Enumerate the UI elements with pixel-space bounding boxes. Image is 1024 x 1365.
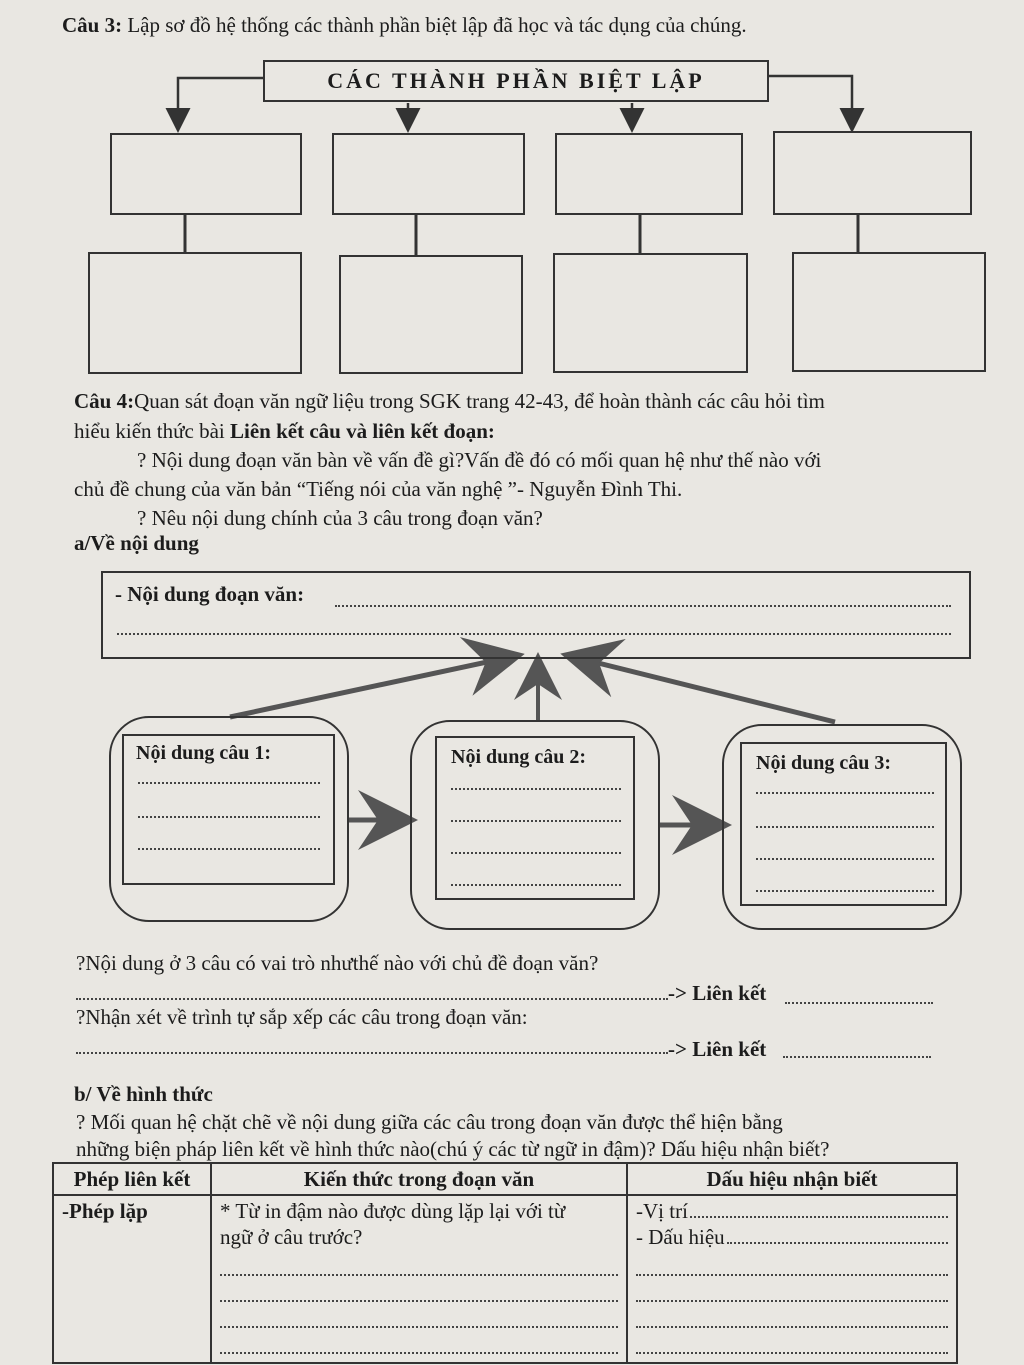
- question-4-sub1-line1: ? Nội dung đoạn văn bàn về vấn đề gì?Vấn đề đó có mối quan hệ như thế nào với: [137, 448, 822, 472]
- table-header: Phép liên kết: [53, 1163, 211, 1195]
- answer-line[interactable]: [785, 1002, 933, 1004]
- sentence-3-label: Nội dung câu 3:: [756, 752, 892, 774]
- answer-line[interactable]: [138, 848, 320, 850]
- answer-line[interactable]: [756, 792, 934, 794]
- answer-line[interactable]: [220, 1276, 618, 1302]
- paragraph-content-box: [101, 571, 971, 659]
- question-4-sub1-line2: chủ đề chung của văn bản “Tiếng nói của văn nghệ ”- Nguyễn Đình Thi.: [74, 477, 683, 501]
- question-4-line1: Câu 4:Quan sát đoạn văn ngữ liệu trong SGK trang 42-43, để hoàn thành các câu hỏi tìm: [74, 389, 825, 413]
- answer-line[interactable]: [451, 820, 621, 822]
- connector-right: [769, 76, 852, 128]
- table-header: Kiến thức trong đoạn văn: [211, 1163, 627, 1195]
- answer-line[interactable]: [220, 1302, 618, 1328]
- table-cell-text: ngữ ở câu trước?: [220, 1225, 363, 1249]
- sentence-3-box: [740, 742, 947, 906]
- table-row: [53, 1195, 957, 1363]
- table-header: Dấu hiệu nhận biết: [627, 1163, 957, 1195]
- answer-line[interactable]: [117, 633, 951, 635]
- table-cell-text: * Từ in đậm nào được dùng lặp lại với từ: [220, 1199, 566, 1223]
- table-cell-line: - Dấu hiệu: [636, 1224, 948, 1250]
- answer-line[interactable]: [756, 826, 934, 828]
- question-3: [62, 12, 747, 39]
- sentence-1-box: [122, 734, 335, 885]
- connector-left: [178, 78, 263, 128]
- answer-line[interactable]: [220, 1250, 618, 1276]
- blank-box-2-bottom: [339, 255, 523, 374]
- answer-line[interactable]: [636, 1302, 948, 1328]
- answer-line[interactable]: [636, 1328, 948, 1354]
- question-4-label: Câu 4:: [74, 389, 135, 413]
- answer-line[interactable]: [138, 816, 320, 818]
- question-3-text: Lập sơ đồ hệ thống các thành phần biệt lập đã học và tác dụng của chúng.: [122, 13, 747, 37]
- answer-line[interactable]: [756, 890, 934, 892]
- table-header-row: [53, 1163, 957, 1195]
- form-question-line1: ? Mối quan hệ chặt chẽ về nội dung giữa các câu trong đoạn văn được thể hiện bằng: [76, 1110, 783, 1134]
- answer-line[interactable]: [690, 1198, 948, 1218]
- sentence-2-label: Nội dung câu 2:: [451, 746, 587, 768]
- link-label-1: -> Liên kết: [668, 981, 767, 1005]
- answer-line[interactable]: [636, 1276, 948, 1302]
- question-4-sub2: ? Nêu nội dung chính của 3 câu trong đoạn văn?: [137, 506, 543, 530]
- blank-box-3-top: [555, 133, 743, 215]
- section-b-heading: b/ Về hình thức: [74, 1082, 213, 1106]
- answer-line[interactable]: [335, 605, 951, 607]
- diagram-title: CÁC THÀNH PHẦN BIỆT LẬP: [263, 60, 769, 102]
- table-cell-technique: -Phép lặp: [53, 1195, 211, 1363]
- section-a-heading: a/Về nội dung: [74, 531, 199, 555]
- blank-box-2-top: [332, 133, 525, 215]
- sentence-1-label: Nội dung câu 1:: [136, 742, 272, 764]
- table-cell-line: -Vị trí: [636, 1198, 948, 1224]
- answer-line[interactable]: [727, 1224, 948, 1244]
- blank-box-3-bottom: [553, 253, 748, 373]
- blank-box-4-bottom: [792, 252, 986, 372]
- answer-line[interactable]: [451, 852, 621, 854]
- blank-box-4-top: [773, 131, 972, 215]
- blank-box-1-bottom: [88, 252, 302, 374]
- answer-line[interactable]: [451, 884, 621, 886]
- linking-table: [52, 1162, 958, 1364]
- answer-line[interactable]: [756, 858, 934, 860]
- table-cell-knowledge: [211, 1195, 627, 1363]
- paragraph-content-label: - Nội dung đoạn văn:: [115, 582, 305, 606]
- form-question-line2: những biện pháp liên kết về hình thức nào(chú ý các từ ngữ in đậm)? Dấu hiệu nhận biết?: [76, 1137, 830, 1161]
- answer-line[interactable]: [76, 1052, 668, 1054]
- question-4-line2: hiểu kiến thức bài Liên kết câu và liên kết đoạn:: [74, 419, 495, 443]
- table-cell-signs: [627, 1195, 957, 1363]
- role-question: ?Nội dung ở 3 câu có vai trò nhưthế nào với chủ đề đoạn văn?: [76, 951, 599, 975]
- answer-line[interactable]: [636, 1250, 948, 1276]
- answer-line[interactable]: [451, 788, 621, 790]
- link-label-2: -> Liên kết: [668, 1037, 767, 1061]
- answer-line[interactable]: [783, 1056, 931, 1058]
- question-3-label: Câu 3:: [62, 13, 123, 37]
- answer-line[interactable]: [138, 782, 320, 784]
- sentence-2-box: [435, 736, 635, 900]
- order-question: ?Nhận xét về trình tự sắp xếp các câu trong đoạn văn:: [76, 1005, 528, 1029]
- blank-box-1-top: [110, 133, 302, 215]
- answer-line[interactable]: [76, 998, 668, 1000]
- answer-line[interactable]: [220, 1328, 618, 1354]
